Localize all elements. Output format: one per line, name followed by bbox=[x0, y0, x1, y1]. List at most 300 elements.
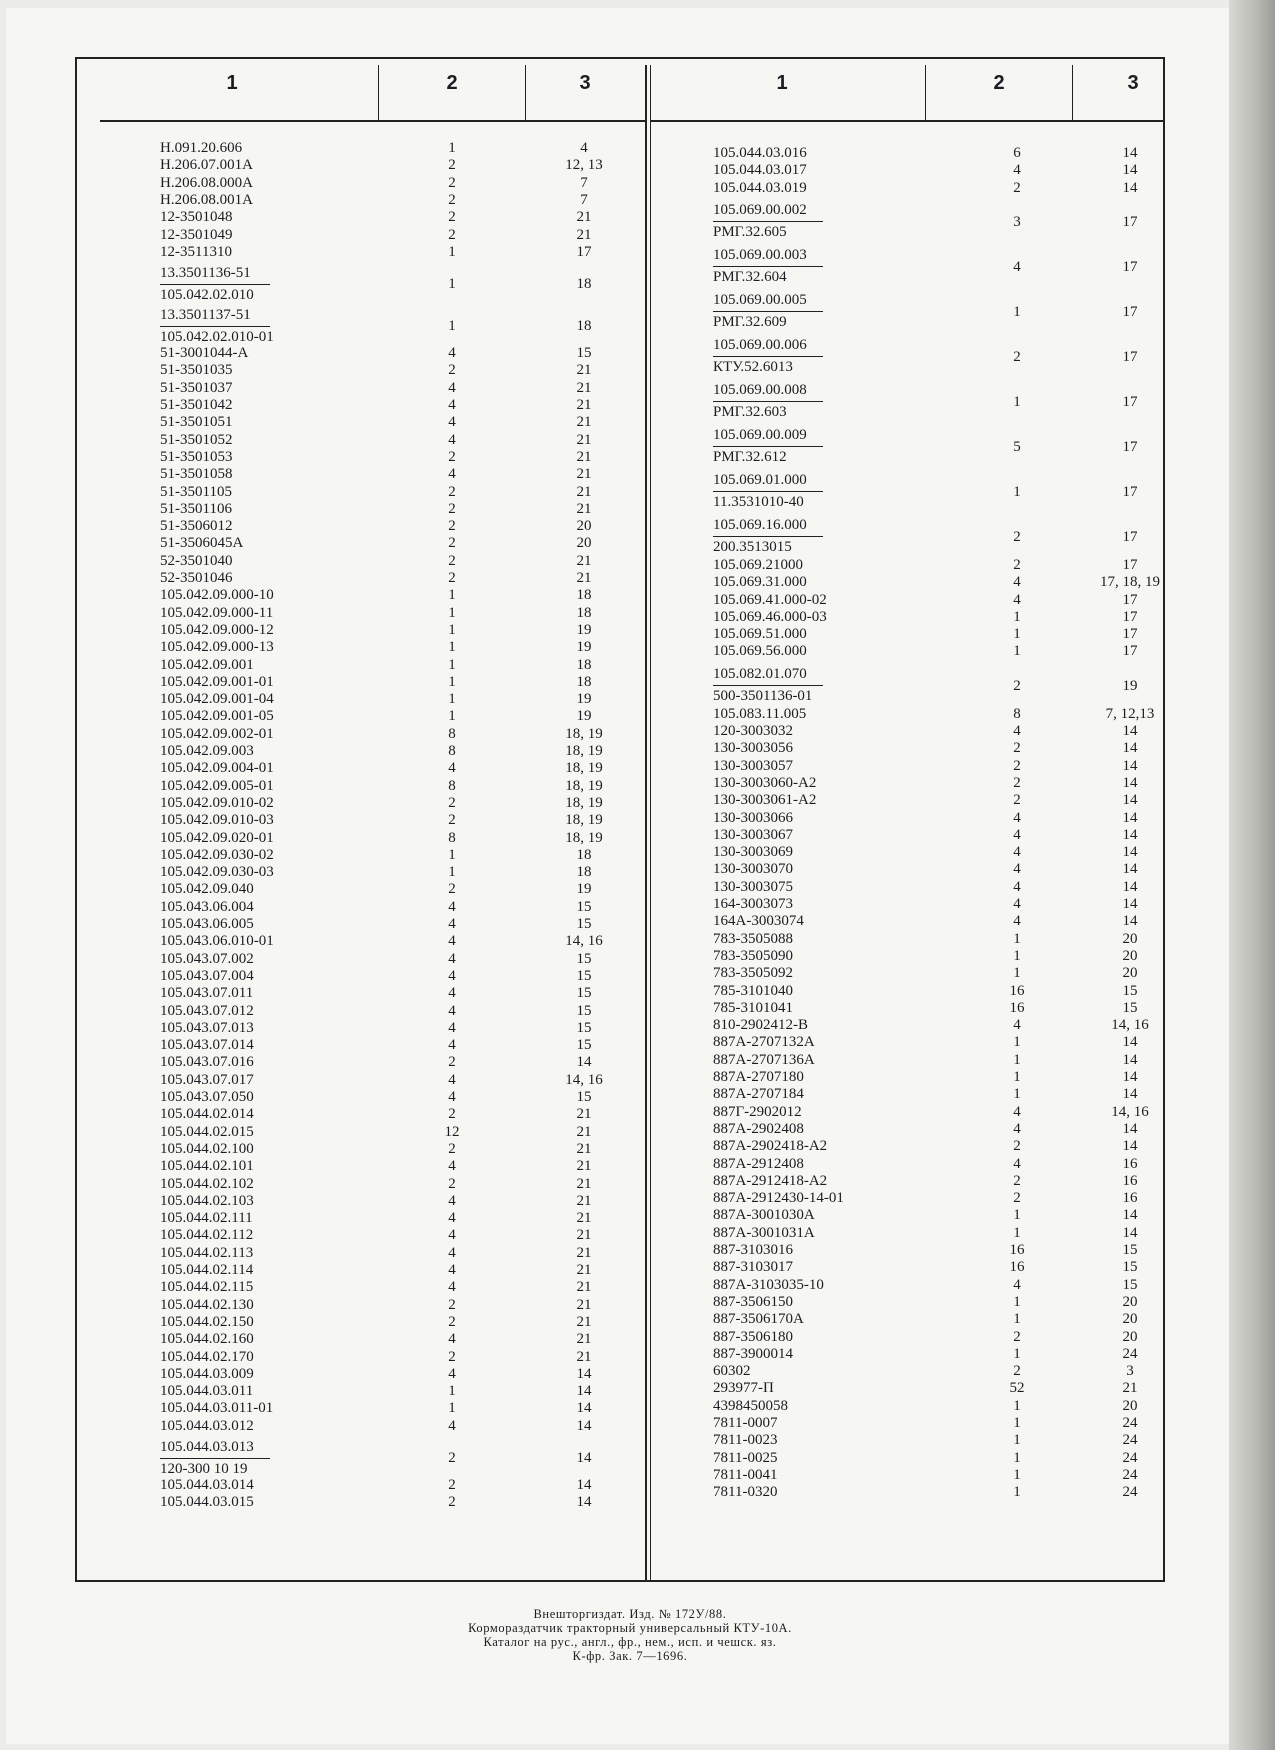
part-number: 887А-2912430-14-01 bbox=[713, 1190, 844, 1207]
quantity: 8 bbox=[1013, 705, 1021, 722]
figure-ref: 21 bbox=[576, 500, 592, 517]
fraction-rule bbox=[160, 326, 270, 327]
figure-ref: 14 bbox=[1122, 1069, 1138, 1085]
figure-ref: 14 bbox=[1122, 861, 1138, 878]
quantity: 2 bbox=[1013, 677, 1021, 694]
quantity: 1 bbox=[448, 708, 456, 725]
figure-ref: 21 bbox=[576, 226, 592, 243]
part-number: 105.042.09.000-10 bbox=[160, 587, 274, 604]
part-number-bottom: КТУ.52.6013 bbox=[713, 358, 793, 375]
part-number: 105.042.09.004-01 bbox=[160, 760, 274, 777]
quantity: 2 bbox=[448, 1477, 456, 1493]
part-number: 51-3506012 bbox=[160, 518, 233, 535]
quantity: 2 bbox=[1013, 556, 1021, 573]
part-number: 105.044.02.113 bbox=[160, 1244, 254, 1261]
part-number-top: 13.3501137-51 bbox=[160, 307, 251, 324]
figure-ref: 17 bbox=[1122, 303, 1138, 320]
quantity: 4 bbox=[448, 431, 456, 448]
figure-ref: 21 bbox=[576, 1106, 592, 1123]
part-number: 105.043.07.011 bbox=[160, 985, 254, 1002]
figure-ref: 14 bbox=[1122, 792, 1138, 809]
quantity: 2 bbox=[1013, 1363, 1021, 1380]
part-number: 105.044.03.014 bbox=[160, 1477, 254, 1493]
part-number: 887А-3001031А bbox=[713, 1224, 815, 1241]
part-number: 887-3103017 bbox=[713, 1259, 793, 1276]
quantity: 4 bbox=[1013, 844, 1021, 861]
part-number: 887А-3001030А bbox=[713, 1207, 815, 1224]
part-number: 105.042.09.001-04 bbox=[160, 691, 274, 708]
figure-ref: 14 bbox=[1122, 1120, 1138, 1137]
center-divider-b bbox=[650, 65, 651, 1582]
part-number: 887А-2902408 bbox=[713, 1120, 804, 1137]
part-number: 105.043.07.004 bbox=[160, 967, 254, 984]
figure-ref: 18 bbox=[576, 276, 592, 293]
quantity: 2 bbox=[448, 518, 456, 535]
part-number: 52-3501040 bbox=[160, 552, 233, 569]
part-number: 60302 bbox=[713, 1363, 751, 1380]
fraction-rule bbox=[160, 1458, 270, 1459]
fraction-rule bbox=[713, 356, 823, 357]
figure-ref: 14 bbox=[1122, 740, 1138, 757]
quantity: 1 bbox=[1013, 1051, 1021, 1068]
quantity: 2 bbox=[448, 1348, 456, 1365]
quantity: 1 bbox=[448, 243, 456, 260]
figure-ref: 17 bbox=[1122, 483, 1138, 500]
part-number: 887А-2707180 bbox=[713, 1069, 804, 1085]
part-number: 105.069.51.000 bbox=[713, 626, 807, 643]
part-number: 164А-3003074 bbox=[713, 913, 804, 930]
quantity: 2 bbox=[448, 1054, 456, 1071]
part-number: 105.042.09.001-05 bbox=[160, 708, 274, 725]
figure-ref: 21 bbox=[576, 1175, 592, 1192]
part-number: 130-3003069 bbox=[713, 844, 793, 861]
figure-ref: 18 bbox=[576, 656, 592, 673]
part-number-bottom: РМГ.32.604 bbox=[713, 268, 787, 285]
figure-ref: 17 bbox=[1122, 258, 1138, 275]
part-number: 130-3003061-А2 bbox=[713, 792, 817, 809]
part-number: 887А-2912418-А2 bbox=[713, 1172, 828, 1189]
figure-ref: 21 bbox=[576, 362, 592, 379]
part-number: 105.069.56.000 bbox=[713, 643, 807, 660]
figure-ref: 21 bbox=[576, 1331, 592, 1348]
quantity: 4 bbox=[448, 379, 456, 396]
figure-ref: 15 bbox=[576, 1002, 592, 1019]
quantity: 1 bbox=[448, 604, 456, 621]
part-number: 785-3101041 bbox=[713, 999, 793, 1016]
quantity: 4 bbox=[448, 1331, 456, 1348]
quantity: 1 bbox=[1013, 303, 1021, 320]
quantity: 1 bbox=[1013, 1293, 1021, 1310]
part-number-top: 13.3501136-51 bbox=[160, 265, 251, 282]
quantity: 2 bbox=[448, 191, 456, 208]
figure-ref: 17 bbox=[1122, 348, 1138, 365]
quantity: 1 bbox=[1013, 1069, 1021, 1085]
quantity: 4 bbox=[448, 916, 456, 932]
quantity: 16 bbox=[1009, 999, 1025, 1016]
part-number bbox=[713, 247, 823, 286]
quantity: 2 bbox=[448, 500, 456, 517]
quantity: 2 bbox=[448, 794, 456, 811]
part-number: 12-3501048 bbox=[160, 209, 233, 226]
part-number: 105.044.03.019 bbox=[713, 179, 807, 196]
part-number: 130-3003070 bbox=[713, 861, 793, 878]
part-number: Н.206.07.001А bbox=[160, 157, 253, 174]
quantity: 16 bbox=[1009, 1242, 1025, 1258]
quantity: 4 bbox=[448, 760, 456, 777]
part-number: 105.044.02.112 bbox=[160, 1227, 254, 1244]
quantity: 2 bbox=[1013, 774, 1021, 791]
part-number-bottom: 105.042.02.010-01 bbox=[160, 329, 274, 346]
figure-ref: 18 bbox=[576, 587, 592, 604]
quantity: 1 bbox=[1013, 947, 1021, 964]
part-number bbox=[713, 382, 823, 421]
quantity: 4 bbox=[1013, 1276, 1021, 1293]
figure-ref: 21 bbox=[576, 1296, 592, 1313]
part-number: 887А-2912408 bbox=[713, 1155, 804, 1172]
figure-ref: 14 bbox=[1122, 1207, 1138, 1224]
quantity: 1 bbox=[448, 1400, 456, 1417]
figure-ref: 16 bbox=[1122, 1172, 1138, 1189]
quantity: 1 bbox=[448, 673, 456, 690]
quantity: 2 bbox=[448, 226, 456, 243]
part-number-bottom: РМГ.32.612 bbox=[713, 448, 787, 465]
quantity: 1 bbox=[448, 140, 456, 156]
part-number: Н.206.08.001А bbox=[160, 191, 253, 208]
part-number bbox=[160, 265, 270, 304]
part-number: 105.069.31.000 bbox=[713, 574, 807, 591]
figure-ref: 14 bbox=[1122, 774, 1138, 791]
part-number-top: 105.069.00.005 bbox=[713, 291, 807, 308]
figure-ref: 15 bbox=[576, 967, 592, 984]
quantity: 2 bbox=[448, 1175, 456, 1192]
figure-ref: 20 bbox=[1122, 1397, 1138, 1414]
figure-ref: 15 bbox=[1122, 1242, 1138, 1258]
part-number: 105.042.09.000-11 bbox=[160, 604, 274, 621]
part-number: 105.042.09.001 bbox=[160, 656, 254, 673]
figure-ref: 21 bbox=[576, 1313, 592, 1330]
part-number: 105.044.02.130 bbox=[160, 1296, 254, 1313]
part-number: 105.044.03.016 bbox=[713, 145, 807, 161]
figure-ref: 18, 19 bbox=[565, 760, 603, 777]
figure-ref: 20 bbox=[576, 535, 592, 552]
part-number: 105.044.02.103 bbox=[160, 1192, 254, 1209]
figure-ref: 21 bbox=[576, 209, 592, 226]
figure-ref: 15 bbox=[576, 898, 592, 915]
figure-ref: 21 bbox=[576, 1140, 592, 1157]
quantity: 2 bbox=[448, 1140, 456, 1157]
part-number-top: 105.069.00.002 bbox=[713, 201, 807, 218]
figure-ref: 20 bbox=[1122, 947, 1138, 964]
figure-ref: 14 bbox=[1122, 145, 1138, 161]
part-number bbox=[713, 472, 823, 511]
figure-ref: 18, 19 bbox=[565, 725, 603, 742]
part-number: 4398450058 bbox=[713, 1397, 788, 1414]
quantity: 2 bbox=[1013, 792, 1021, 809]
part-number: 105.042.09.030-02 bbox=[160, 846, 274, 863]
figure-ref: 21 bbox=[576, 483, 592, 500]
figure-ref: 18 bbox=[576, 318, 592, 335]
figure-ref: 18 bbox=[576, 864, 592, 881]
quantity: 1 bbox=[1013, 483, 1021, 500]
part-number: 105.044.02.102 bbox=[160, 1175, 254, 1192]
fraction-rule bbox=[713, 221, 823, 222]
figure-ref: 17 bbox=[1122, 591, 1138, 608]
part-number: 105.043.06.005 bbox=[160, 916, 254, 932]
part-number: 105.044.03.012 bbox=[160, 1417, 254, 1434]
figure-ref: 14 bbox=[576, 1365, 592, 1382]
figure-ref: 15 bbox=[1122, 1276, 1138, 1293]
part-number: 105.044.02.101 bbox=[160, 1158, 254, 1175]
part-number: 105.042.09.010-03 bbox=[160, 812, 274, 829]
figure-ref: 16 bbox=[1122, 1155, 1138, 1172]
figure-ref: 17 bbox=[1122, 438, 1138, 455]
quantity: 12 bbox=[444, 1123, 460, 1140]
part-number-bottom: РМГ.32.605 bbox=[713, 223, 787, 240]
part-number: 887-3506180 bbox=[713, 1328, 793, 1345]
figure-ref: 14 bbox=[1122, 913, 1138, 930]
figure-ref: 12, 13 bbox=[565, 157, 603, 174]
part-number: 105.043.07.013 bbox=[160, 1019, 254, 1036]
figure-ref: 14, 16 bbox=[1111, 1017, 1149, 1034]
quantity: 2 bbox=[448, 157, 456, 174]
figure-ref: 15 bbox=[576, 916, 592, 932]
part-number-bottom: 105.042.02.010 bbox=[160, 287, 254, 304]
part-number-bottom: РМГ.32.609 bbox=[713, 313, 787, 330]
quantity: 2 bbox=[448, 1313, 456, 1330]
quantity: 1 bbox=[448, 846, 456, 863]
quantity: 6 bbox=[1013, 145, 1021, 161]
part-number: 105.042.09.040 bbox=[160, 881, 254, 898]
quantity: 2 bbox=[448, 1296, 456, 1313]
quantity: 4 bbox=[1013, 723, 1021, 739]
fraction-rule bbox=[713, 401, 823, 402]
figure-ref: 17 bbox=[1122, 528, 1138, 545]
header-rule-right bbox=[650, 120, 1165, 122]
figure-ref: 17, 18, 19 bbox=[1100, 574, 1160, 591]
quantity: 4 bbox=[448, 967, 456, 984]
figure-ref: 7 bbox=[580, 191, 588, 208]
figure-ref: 14 bbox=[1122, 1034, 1138, 1051]
figure-ref: 21 bbox=[576, 1158, 592, 1175]
quantity: 4 bbox=[448, 1037, 456, 1054]
figure-ref: 21 bbox=[576, 552, 592, 569]
header-left-col3: 3 bbox=[579, 72, 591, 94]
quantity: 1 bbox=[1013, 1345, 1021, 1362]
quantity: 1 bbox=[448, 621, 456, 638]
figure-ref: 14 bbox=[576, 1383, 592, 1400]
quantity: 4 bbox=[1013, 913, 1021, 930]
figure-ref: 19 bbox=[1122, 677, 1138, 694]
figure-ref: 17 bbox=[576, 243, 592, 260]
quantity: 52 bbox=[1009, 1380, 1025, 1397]
figure-ref: 14, 16 bbox=[1111, 1103, 1149, 1120]
part-number: 51-3501042 bbox=[160, 397, 233, 413]
header-right-col3: 3 bbox=[1127, 72, 1139, 94]
quantity: 1 bbox=[1013, 1224, 1021, 1241]
quantity: 4 bbox=[448, 1002, 456, 1019]
part-number: 887-3900014 bbox=[713, 1345, 793, 1362]
figure-ref: 14 bbox=[1122, 1224, 1138, 1241]
quantity: 1 bbox=[1013, 393, 1021, 410]
figure-ref: 18, 19 bbox=[565, 794, 603, 811]
part-number: 887А-2707184 bbox=[713, 1086, 804, 1103]
imprint-line: Кормораздатчик тракторный универсальный КТУ-10А. bbox=[468, 1621, 792, 1635]
part-number: 130-3003067 bbox=[713, 826, 793, 843]
part-number: 105.044.02.170 bbox=[160, 1348, 254, 1365]
quantity: 1 bbox=[448, 276, 456, 293]
part-number: 7811-0007 bbox=[713, 1415, 778, 1431]
figure-ref: 21 bbox=[576, 1123, 592, 1140]
figure-ref: 24 bbox=[1122, 1466, 1138, 1483]
quantity: 2 bbox=[1013, 1172, 1021, 1189]
quantity: 4 bbox=[1013, 861, 1021, 878]
figure-ref: 21 bbox=[576, 448, 592, 465]
figure-ref: 14 bbox=[1122, 809, 1138, 826]
figure-ref: 19 bbox=[576, 621, 592, 638]
quantity: 1 bbox=[1013, 1397, 1021, 1414]
part-number: 51-3501037 bbox=[160, 379, 233, 396]
figure-ref: 24 bbox=[1122, 1484, 1138, 1501]
part-number: 783-3505090 bbox=[713, 947, 793, 964]
figure-ref: 21 bbox=[576, 1227, 592, 1244]
quantity: 2 bbox=[448, 1494, 456, 1511]
figure-ref: 17 bbox=[1122, 643, 1138, 660]
quantity: 1 bbox=[1013, 965, 1021, 982]
figure-ref: 15 bbox=[576, 345, 592, 362]
quantity: 4 bbox=[1013, 574, 1021, 591]
quantity: 4 bbox=[448, 1210, 456, 1227]
quantity: 2 bbox=[1013, 348, 1021, 365]
figure-ref: 14 bbox=[576, 1450, 592, 1466]
fraction-rule bbox=[713, 446, 823, 447]
part-number: 105.044.02.150 bbox=[160, 1313, 254, 1330]
quantity: 4 bbox=[448, 1158, 456, 1175]
quantity: 4 bbox=[448, 397, 456, 413]
quantity: 1 bbox=[1013, 1034, 1021, 1051]
quantity: 2 bbox=[448, 483, 456, 500]
figure-ref: 20 bbox=[576, 518, 592, 535]
part-number: 785-3101040 bbox=[713, 982, 793, 999]
figure-ref: 21 bbox=[576, 570, 592, 586]
fraction-rule bbox=[160, 284, 270, 285]
imprint-line: К-фр. Зак. 7—1696. bbox=[572, 1649, 688, 1663]
part-number: 52-3501046 bbox=[160, 570, 233, 586]
quantity: 2 bbox=[448, 535, 456, 552]
quantity: 4 bbox=[448, 933, 456, 950]
quantity: 4 bbox=[448, 1071, 456, 1088]
figure-ref: 18, 19 bbox=[565, 812, 603, 829]
quantity: 2 bbox=[448, 362, 456, 379]
quantity: 2 bbox=[448, 570, 456, 586]
part-number: 105.043.07.017 bbox=[160, 1071, 254, 1088]
imprint-footer bbox=[300, 1607, 960, 1663]
quantity: 1 bbox=[1013, 1466, 1021, 1483]
quantity: 1 bbox=[448, 318, 456, 335]
quantity: 8 bbox=[448, 829, 456, 846]
quantity: 4 bbox=[448, 1417, 456, 1434]
part-number: 887А-2707136А bbox=[713, 1051, 815, 1068]
part-number: 105.042.09.030-03 bbox=[160, 864, 274, 881]
part-number: 105.042.09.000-13 bbox=[160, 639, 274, 656]
quantity: 8 bbox=[448, 743, 456, 759]
part-number: 887-3506150 bbox=[713, 1293, 793, 1310]
figure-ref: 21 bbox=[576, 414, 592, 431]
header-left-col1: 1 bbox=[226, 72, 238, 94]
fraction-rule bbox=[713, 685, 823, 686]
header-right-col1: 1 bbox=[776, 72, 788, 94]
part-number: 105.043.07.014 bbox=[160, 1037, 254, 1054]
quantity: 1 bbox=[1013, 626, 1021, 643]
quantity: 4 bbox=[448, 985, 456, 1002]
part-number: 105.043.07.016 bbox=[160, 1054, 254, 1071]
figure-ref: 24 bbox=[1122, 1415, 1138, 1431]
part-number-bottom: 500-3501136-01 bbox=[713, 687, 813, 704]
part-number: 105.042.09.001-01 bbox=[160, 673, 274, 690]
part-number: 105.069.21000 bbox=[713, 556, 803, 573]
figure-ref: 14 bbox=[1122, 179, 1138, 196]
part-number: 51-3501058 bbox=[160, 466, 233, 483]
quantity: 2 bbox=[1013, 528, 1021, 545]
figure-ref: 24 bbox=[1122, 1345, 1138, 1362]
quantity: 4 bbox=[1013, 258, 1021, 275]
figure-ref: 15 bbox=[576, 950, 592, 967]
quantity: 2 bbox=[448, 209, 456, 226]
quantity: 1 bbox=[448, 587, 456, 604]
fraction-rule bbox=[713, 536, 823, 537]
figure-ref: 14 bbox=[1122, 723, 1138, 739]
quantity: 4 bbox=[448, 414, 456, 431]
part-number: 105.043.07.050 bbox=[160, 1089, 254, 1105]
quantity: 4 bbox=[448, 1262, 456, 1278]
part-number: 12-3511310 bbox=[160, 243, 232, 260]
part-number: 105.044.02.014 bbox=[160, 1106, 254, 1123]
part-number: 51-3506045А bbox=[160, 535, 244, 552]
quantity: 1 bbox=[1013, 1311, 1021, 1328]
part-number bbox=[160, 1439, 270, 1478]
quantity: 1 bbox=[1013, 1432, 1021, 1449]
part-number bbox=[713, 666, 823, 705]
part-number-top: 105.069.00.006 bbox=[713, 336, 807, 353]
part-number-bottom: 11.3531010-40 bbox=[713, 493, 804, 510]
figure-ref: 14 bbox=[1122, 896, 1138, 912]
quantity: 2 bbox=[448, 1450, 456, 1466]
figure-ref: 18 bbox=[576, 673, 592, 690]
quantity: 2 bbox=[1013, 740, 1021, 757]
figure-ref: 14 bbox=[1122, 826, 1138, 843]
part-number: 887А-2707132А bbox=[713, 1034, 815, 1051]
part-number: 51-3501051 bbox=[160, 414, 233, 431]
imprint-line: Каталог на рус., англ., фр., нем., исп. и чешск. яз. bbox=[483, 1635, 777, 1649]
quantity: 4 bbox=[448, 1192, 456, 1209]
figure-ref: 19 bbox=[576, 639, 592, 656]
part-number: 105.044.02.111 bbox=[160, 1210, 253, 1227]
part-number: 105.044.02.114 bbox=[160, 1262, 254, 1278]
quantity: 4 bbox=[448, 1365, 456, 1382]
part-number: 887А-2902418-А2 bbox=[713, 1138, 828, 1155]
figure-ref: 14, 16 bbox=[565, 933, 603, 950]
figure-ref: 18, 19 bbox=[565, 777, 603, 794]
quantity: 2 bbox=[448, 881, 456, 898]
part-number: 105.043.06.010-01 bbox=[160, 933, 274, 950]
part-number bbox=[713, 517, 823, 556]
imprint-line: Внешторгиздат. Изд. № 172У/88. bbox=[533, 1607, 727, 1621]
part-number bbox=[713, 427, 823, 466]
figure-ref: 19 bbox=[576, 691, 592, 708]
figure-ref: 14 bbox=[576, 1494, 592, 1511]
quantity: 1 bbox=[1013, 1415, 1021, 1431]
col-divider-l1 bbox=[378, 65, 379, 121]
part-number bbox=[713, 202, 823, 241]
